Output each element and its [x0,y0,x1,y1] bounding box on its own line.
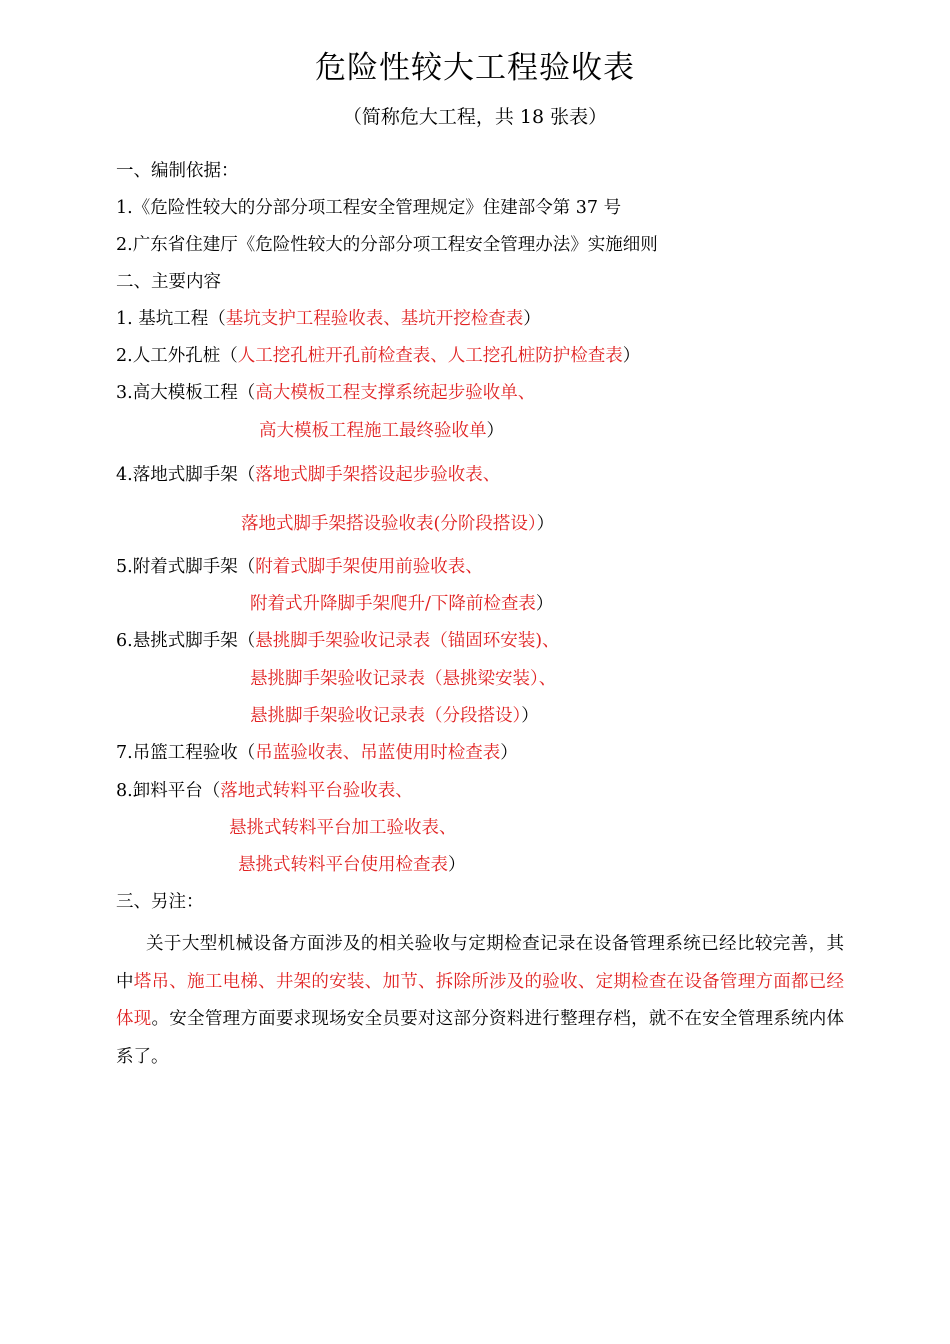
form-name: 吊蓝验收表、吊蓝使用时检查表 [255,743,501,763]
notes-heading: 三、另注： [116,892,204,912]
page-title: 危险性较大工程验收表 [315,50,635,86]
item-label: 7.吊篮工程验收 [116,743,238,763]
open-paren: （ [237,743,256,763]
page-subtitle: （简称危大工程，共 18 张表） [342,106,608,128]
item-label: 1. 基坑工程 [116,309,209,329]
form-name: 落地式脚手架搭设验收表(分阶段搭设） [241,514,537,534]
item-label: 3.高大模板工程 [116,383,238,403]
close-paren: ） [486,421,504,441]
close-paren: ） [448,855,466,875]
form-name: 落地式脚手架搭设起步验收表、 [255,465,501,485]
form-name: 落地式转料平台验收表、 [220,781,413,801]
notes-text: 。安全管理方面要求现场安全员要对这部分资料进行整理存档，就不在安全管理系统内体系了。 [116,1009,845,1067]
item-label: 8.卸料平台 [116,781,203,801]
basis-item: 2.广东省住建厅《危险性较大的分部分项工程安全管理办法》实施细则 [116,235,658,255]
content-item-continuation [250,666,556,692]
form-name: 悬挑脚手架验收记录表（锚固环安装)、 [255,631,560,651]
notes-paragraph [116,926,844,1076]
open-paren: （ [202,781,221,801]
form-name: 悬挑式转料平台加工验收表、 [229,818,457,838]
basis-heading: 一、编制依据： [116,161,239,181]
item-label: 4.落地式脚手架 [116,465,238,485]
open-paren: （ [237,465,256,485]
form-name: 悬挑脚手架验收记录表（悬挑梁安装）、 [250,669,557,689]
content-item [116,306,541,332]
form-name: 悬挑式转料平台使用检查表 [238,855,448,875]
close-paren: ） [536,514,555,534]
open-paren: （ [237,631,256,651]
notes-text: 关于大型机械设备方面涉及的相关验收与定期检查记录在设备管理系统已经比较完善，其中 [116,934,844,992]
content-item [116,380,535,406]
form-name: 附着式脚手架使用前验收表、 [255,557,483,577]
content-heading: 二、主要内容 [116,272,221,292]
content-item [116,554,483,580]
form-name: 基坑支护工程验收表、基坑开挖检查表 [225,309,524,329]
form-name: 悬挑脚手架验收记录表（分段搭设） [250,706,522,726]
content-item [116,343,640,369]
form-name: 高大模板工程施工最终验收单 [259,421,487,441]
close-paren: ） [500,743,518,763]
basis-item: 1.《危险性较大的分部分项工程安全管理规定》住建部令第 37 号 [116,198,622,218]
open-paren: （ [220,346,238,366]
content-item [116,628,560,654]
content-item-continuation [241,511,554,537]
content-item-continuation [250,591,553,617]
form-name: 人工挖孔桩开孔前检查表、人工挖孔桩防护检查表 [237,346,623,366]
content-item-continuation [238,852,466,878]
content-item [116,778,413,804]
open-paren: （ [208,309,226,329]
form-name: 高大模板工程支撑系统起步验收单、 [255,383,536,403]
content-item-continuation [229,815,457,841]
close-paren: ） [521,706,539,726]
content-item [116,740,518,766]
content-item [116,462,500,488]
notes-highlight: 塔吊、施工电梯、井架的安装、加节、拆除所涉及的验收、定期检查在设备管理方面都已经体现 [116,971,845,1029]
content-item-continuation [250,703,539,729]
item-label: 2.人工外孔桩 [116,346,221,366]
open-paren: （ [237,557,256,577]
content-item-continuation [259,418,504,444]
form-name: 附着式升降脚手架爬升/下降前检查表 [250,594,536,614]
open-paren: （ [237,383,256,403]
item-label: 6.悬挑式脚手架 [116,631,238,651]
close-paren: ） [523,309,541,329]
close-paren: ） [622,346,641,366]
item-label: 5.附着式脚手架 [116,557,238,577]
close-paren: ） [535,594,554,614]
